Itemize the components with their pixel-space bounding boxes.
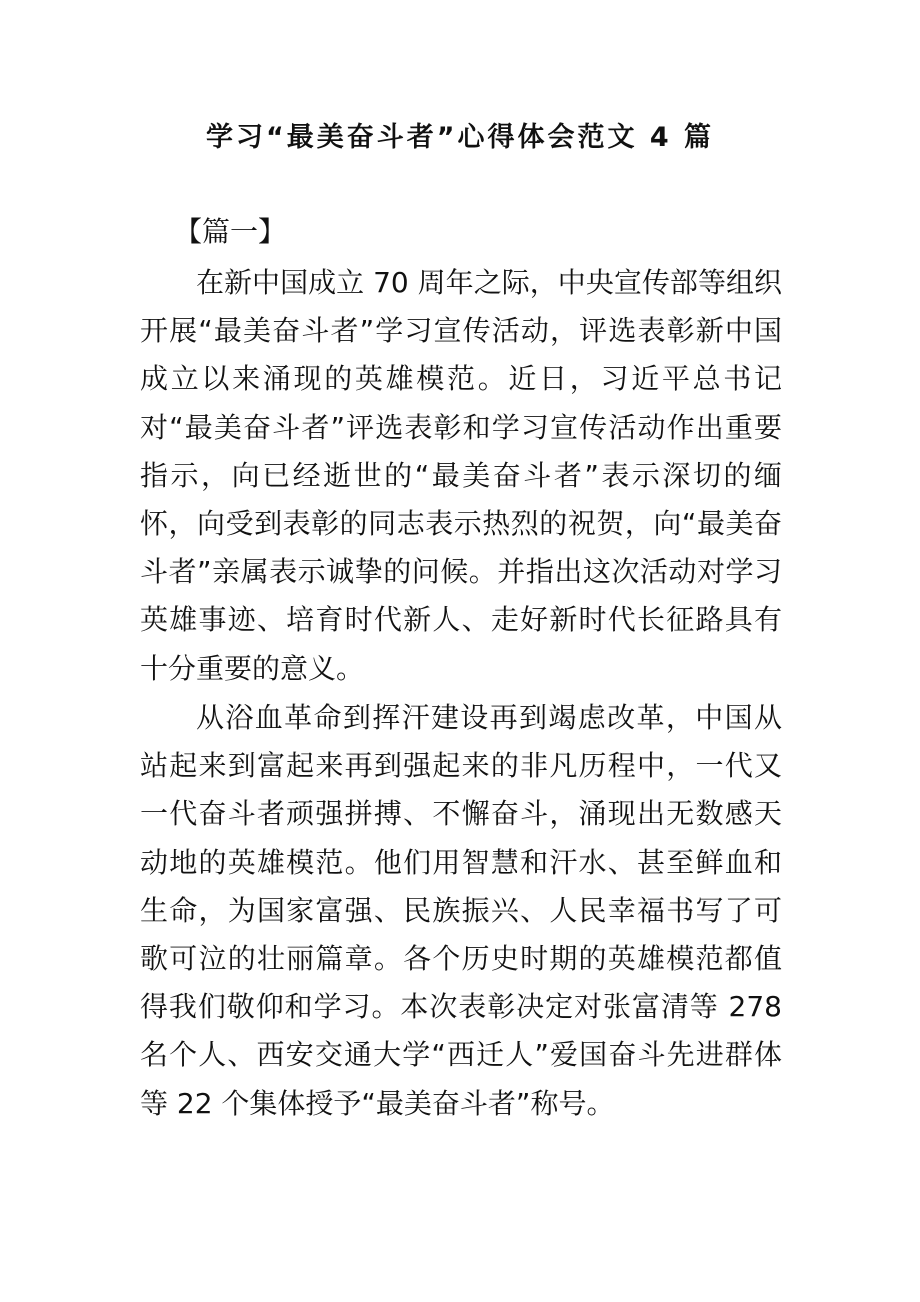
document-title: 学习“最美奋斗者”心得体会范文 4 篇 — [205, 122, 715, 153]
section-label: 【篇一】 — [174, 215, 287, 248]
paragraph-2: 从浴血革命到挥汗建设再到竭虑改革，中国从站起来到富起来再到强起来的非凡历程中，一代又一代奋斗者顽强拼搏、不懈奋斗，涌现出无数感天动地的英雄模范。他们用智慧和汗水、甚至鲜血和生命，为国家富强、民族振兴、人民幸福书写了可歌可泣的壮丽篇章。各个历史时期的英雄模范都值得我们敬仰和学习。本次表彰决定对张富清等 278 名个人、西安交通大学“西迁人”爱国奋斗先进群体等 22 个集体授予“最美奋斗者”称号。 — [140, 701, 782, 1120]
paragraph-1: 在新中国成立 70 周年之际，中央宣传部等组织开展“最美奋斗者”学习宣传活动，评选表彰新中国成立以来涌现的英雄模范。近日，习近平总书记对“最美奋斗者”评选表彰和学习宣传活动作出重要指示，向已经逝世的“最美奋斗者”表示深切的缅怀，向受到表彰的同志表示热烈的祝贺，向“最美奋斗者”亲属表示诚挚的问候。并指出这次活动对学习英雄事迹、培育时代新人、走好新时代长征路具有十分重要的意义。 — [140, 266, 782, 685]
